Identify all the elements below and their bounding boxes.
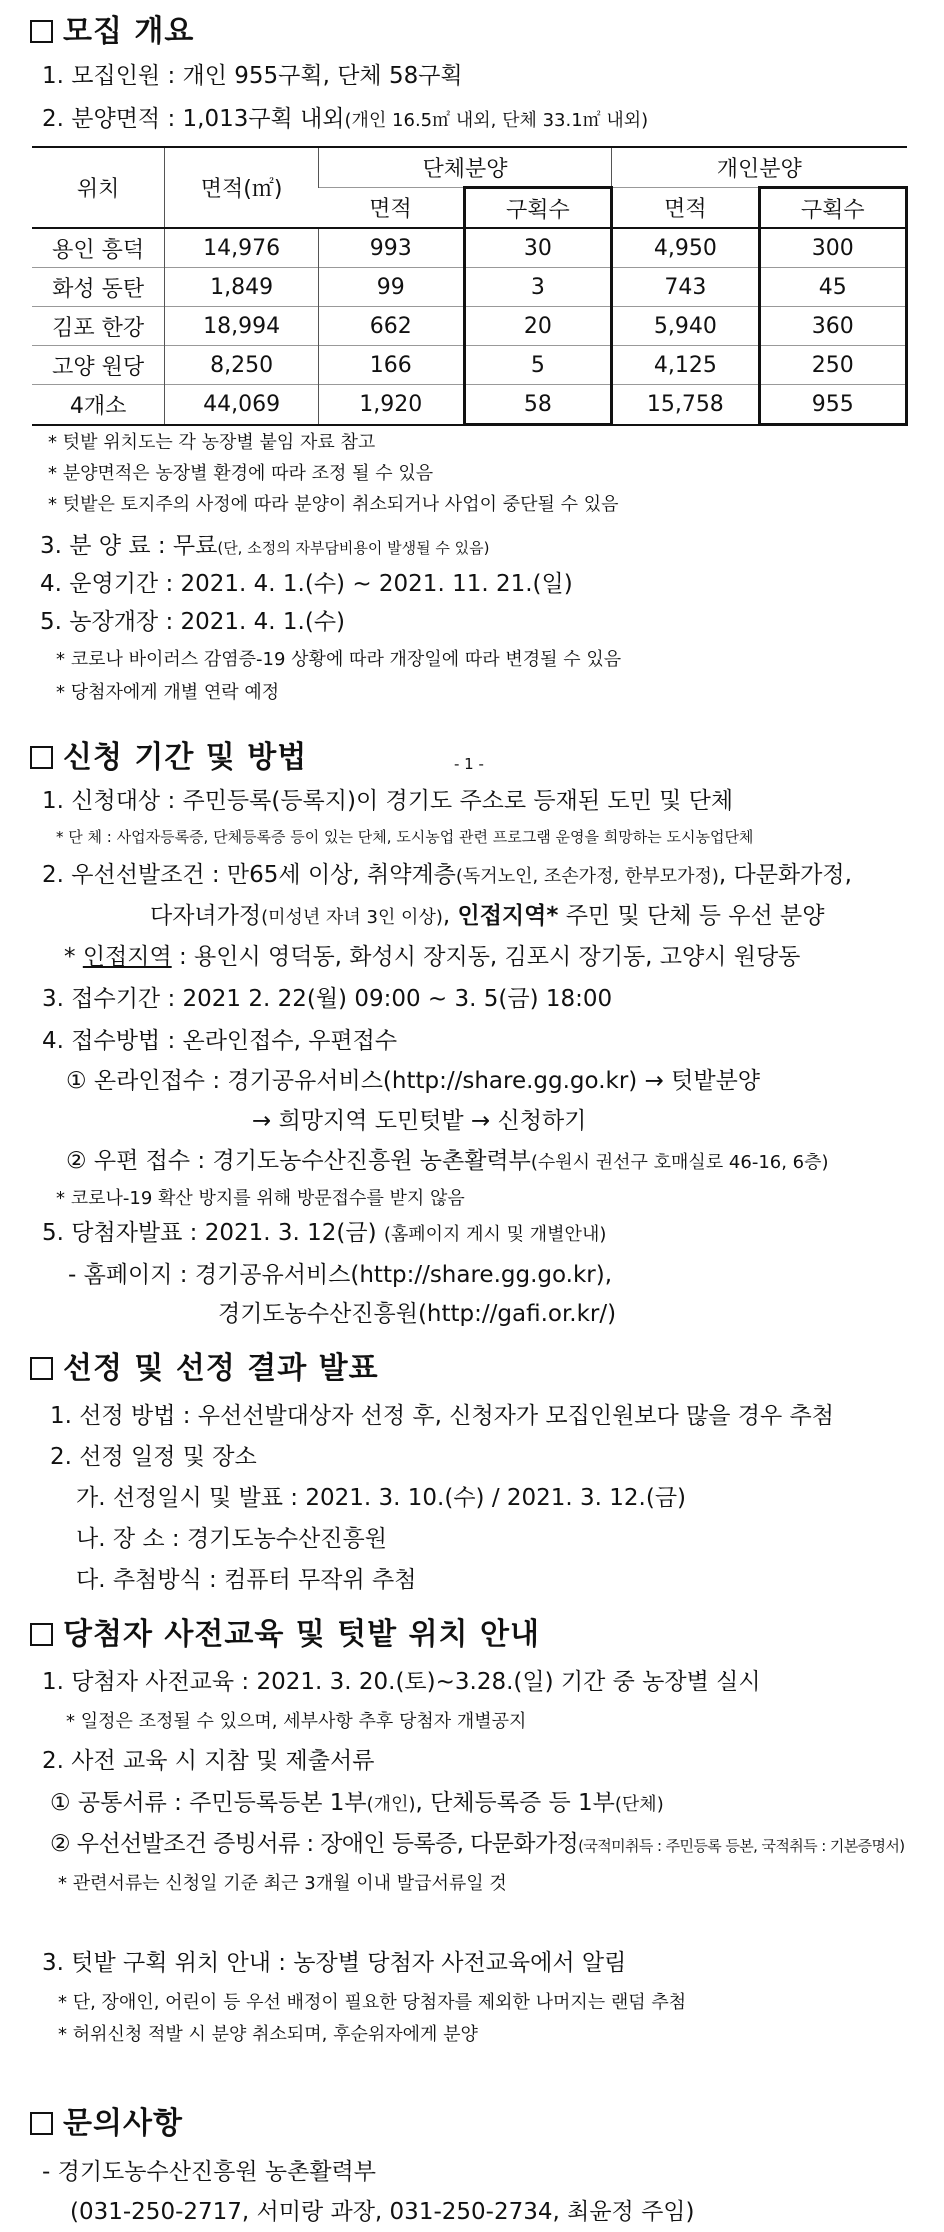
plot-location-guide: 3. 텃밭 구획 위치 안내 : 농장별 당첨자 사전교육에서 알림 [42,1950,627,1976]
fee-main: 3. 분 양 료 : 무료 [40,533,218,559]
header-area: 면적(㎡) [165,147,318,228]
fee-note: (단, 소정의 자부담비용이 발생될 수 있음) [217,539,490,557]
section-title: 신청 기간 및 방법 [63,740,308,775]
cell-location: 화성 동탄 [32,268,165,307]
checkbox-square-icon [30,20,53,43]
cell-area: 8,250 [165,346,318,385]
cell-indiv-area: 4,950 [612,228,759,268]
contact-department: - 경기도농수산진흥원 농촌활력부 [42,2159,376,2185]
priority-text-tail: , 다문화가정, [718,862,852,888]
subheader-indiv-count: 구획수 [759,188,906,229]
cell-indiv-count: 45 [759,268,906,307]
priority-note: (미성년 자녀 3인 이상) [261,907,443,928]
cell-group-count: 5 [464,346,611,385]
cell-location: 4개소 [32,385,165,425]
cell-group-count: 58 [464,385,611,425]
section-title: 선정 및 선정 결과 발표 [63,1351,379,1386]
documents-heading: 2. 사전 교육 시 지참 및 제출서류 [42,1748,375,1774]
priority-note: (독거노인, 조손가정, 한부모가정) [455,866,719,887]
application-method: 4. 접수방법 : 온라인접수, 우편접수 [42,1028,398,1054]
priority-separator: , [442,903,458,929]
doc-text: , 단체등록증 등 1부 [415,1790,615,1816]
cell-group-count: 3 [464,268,611,307]
cell-indiv-count: 250 [759,346,906,385]
section-title: 문의사항 [63,2106,183,2141]
adjacent-area-note [64,938,800,971]
note: * 단 체 : 사업자등록증, 단체등록증 등이 있는 단체, 도시농업 관련 프로그램 운영을 희망하는 도시농업단체 [56,828,754,846]
header-group: 단체분양 [318,147,611,188]
online-application: ① 온라인접수 : 경기공유서비스(http://share.gg.go.kr) → 텃밭분양 [66,1068,761,1094]
operation-period: 4. 운영기간 : 2021. 4. 1.(수) ~ 2021. 11. 21.(일) [40,571,573,597]
note: * 허위신청 적발 시 분양 취소되며, 후순위자에게 분양 [58,2024,478,2045]
note: * 텃밭 위치도는 각 농장별 붙임 자료 참고 [48,432,376,453]
section-heading-application [30,732,307,776]
cell-group-count: 20 [464,307,611,346]
application-period: 3. 접수기간 : 2021 2. 22(월) 09:00 ~ 3. 5(금) 18:00 [42,986,613,1012]
cell-area: 14,976 [165,228,318,268]
cell-group-area: 166 [318,346,464,385]
cell-location: 용인 흥덕 [32,228,165,268]
cell-group-area: 993 [318,228,464,268]
priority-line-2 [150,897,824,930]
note: * 분양면적은 농장별 환경에 따라 조정 될 수 있음 [48,463,434,484]
homepage-line-1: - 홈페이지 : 경기공유서비스(http://share.gg.go.kr), [68,1262,613,1288]
postal-address: (수원시 권선구 호매실로 46-16, 6층) [530,1152,829,1173]
note-star: * [64,944,83,970]
checkbox-square-icon [30,2112,53,2135]
note: * 일정은 조정될 수 있으며, 세부사항 추후 당첨자 개별공지 [66,1711,527,1732]
cell-location: 고양 원당 [32,346,165,385]
cell-group-area: 99 [318,268,464,307]
doc-note: (국적미취득 : 주민등록 등본, 국적취득 : 기본증명서) [578,1837,905,1855]
doc-text: ② 우선선발조건 증빙서류 : 장애인 등록증, 다문화가정 [50,1831,579,1857]
table-row [32,228,907,268]
priority-documents [50,1825,905,1858]
table-total-row [32,385,907,425]
cell-indiv-count: 300 [759,228,906,268]
announcement-main: 5. 당첨자발표 : 2021. 3. 12(금) [42,1220,377,1246]
cell-group-count: 30 [464,228,611,268]
winner-announcement [42,1214,606,1247]
cell-group-area: 662 [318,307,464,346]
doc-note: (개인) [366,1794,416,1815]
section-title: 당첨자 사전교육 및 텃밭 위치 안내 [63,1617,540,1652]
subheader-group-count: 구획수 [464,188,611,229]
cell-indiv-count: 360 [759,307,906,346]
allocation-table [32,146,908,426]
postal-application [66,1142,829,1175]
farm-opening: 5. 농장개장 : 2021. 4. 1.(수) [40,609,346,635]
online-application-path: → 희망지역 도민텃밭 → 신청하기 [252,1108,587,1134]
section-heading-selection [30,1343,379,1387]
area-line [42,100,648,133]
area-note: (개인 16.5㎡ 내외, 단체 33.1㎡ 내외) [344,110,649,131]
homepage-line-2: 경기도농수산진흥원(http://gafi.or.kr/) [218,1301,617,1327]
selection-method: 1. 선정 방법 : 우선선발대상자 선정 후, 신청자가 모집인원보다 많을 경우 추첨 [50,1403,834,1429]
adjacent-area-term: 인접지역 [82,944,172,970]
doc-text: ① 공통서류 : 주민등록등본 1부 [50,1790,367,1816]
doc-note: (단체) [614,1794,664,1815]
note: * 관련서류는 신청일 기준 최근 3개월 이내 발급서류일 것 [58,1873,507,1894]
adjacent-area-list: : 용인시 영덕동, 화성시 장지동, 김포시 장기동, 고양시 원당동 [171,944,801,970]
page-number: - 1 - [454,755,484,773]
cell-location: 김포 한강 [32,307,165,346]
postal-main: ② 우편 접수 : 경기도농수산진흥원 농촌활력부 [66,1148,531,1174]
eligibility-line: 1. 신청대상 : 주민등록(등록지)이 경기도 주소로 등재된 도민 및 단체 [42,788,734,814]
section-heading-education [30,1609,540,1653]
common-documents [50,1784,664,1817]
cell-indiv-area: 5,940 [612,307,759,346]
table-row [32,346,907,385]
priority-line-1 [42,856,852,889]
announcement-note: (홈페이지 게시 및 개별안내) [383,1224,607,1245]
note: * 당첨자에게 개별 연락 예정 [56,682,280,703]
section-title: 모집 개요 [63,14,195,49]
cell-indiv-area: 4,125 [612,346,759,385]
subheader-indiv-area: 면적 [612,188,759,229]
cell-indiv-area: 15,758 [612,385,759,425]
pre-education: 1. 당첨자 사전교육 : 2021. 3. 20.(토)~3.28.(일) 기간 중 농장별 실시 [42,1669,761,1695]
cell-indiv-area: 743 [612,268,759,307]
cell-area: 44,069 [165,385,318,425]
checkbox-square-icon [30,746,53,769]
note: * 코로나 바이러스 감염증-19 상황에 따라 개장일에 따라 변경될 수 있음 [56,649,622,670]
cell-area: 1,849 [165,268,318,307]
priority-text: 2. 우선선발조건 : 만65세 이상, 취약계층 [42,862,456,888]
note: * 코로나-19 확산 방지를 위해 방문접수를 받지 않음 [56,1188,465,1209]
selection-date: 가. 선정일시 및 발표 : 2021. 3. 10.(수) / 2021. 3. 12.(금) [76,1485,687,1511]
table-header-row [32,147,907,188]
selection-draw: 다. 추첨방식 : 컴퓨터 무작위 추첨 [76,1567,417,1593]
table-row [32,307,907,346]
priority-text-tail: 주민 및 단체 등 우선 분양 [558,903,825,929]
area-main: 2. 분양면적 : 1,013구획 내외 [42,106,345,132]
section-heading-inquiry [30,2098,183,2142]
note: * 텃밭은 토지주의 사정에 따라 분양이 취소되거나 사업이 중단될 수 있음 [48,494,619,515]
recruit-count-line: 1. 모집인원 : 개인 955구획, 단체 58구획 [42,63,463,89]
cell-area: 18,994 [165,307,318,346]
table-row [32,268,907,307]
contact-phones: (031-250-2717, 서미랑 과장, 031-250-2734, 최윤정 주임) [70,2199,695,2225]
cell-indiv-count: 955 [759,385,906,425]
checkbox-square-icon [30,1357,53,1380]
selection-schedule: 2. 선정 일정 및 장소 [50,1444,257,1470]
note: * 단, 장애인, 어린이 등 우선 배정이 필요한 당첨자를 제외한 나머지는 랜덤 추첨 [58,1992,687,2013]
subheader-group-area: 면적 [318,188,464,229]
header-individual: 개인분양 [612,147,907,188]
header-location: 위치 [32,147,165,228]
fee-line [40,527,490,560]
checkbox-square-icon [30,1623,53,1646]
selection-place: 나. 장 소 : 경기도농수산진흥원 [76,1526,387,1552]
section-heading-recruitment [30,6,194,50]
adjacent-area-label: 인접지역* [457,903,559,929]
cell-group-area: 1,920 [318,385,464,425]
priority-text: 다자녀가정 [150,903,262,929]
